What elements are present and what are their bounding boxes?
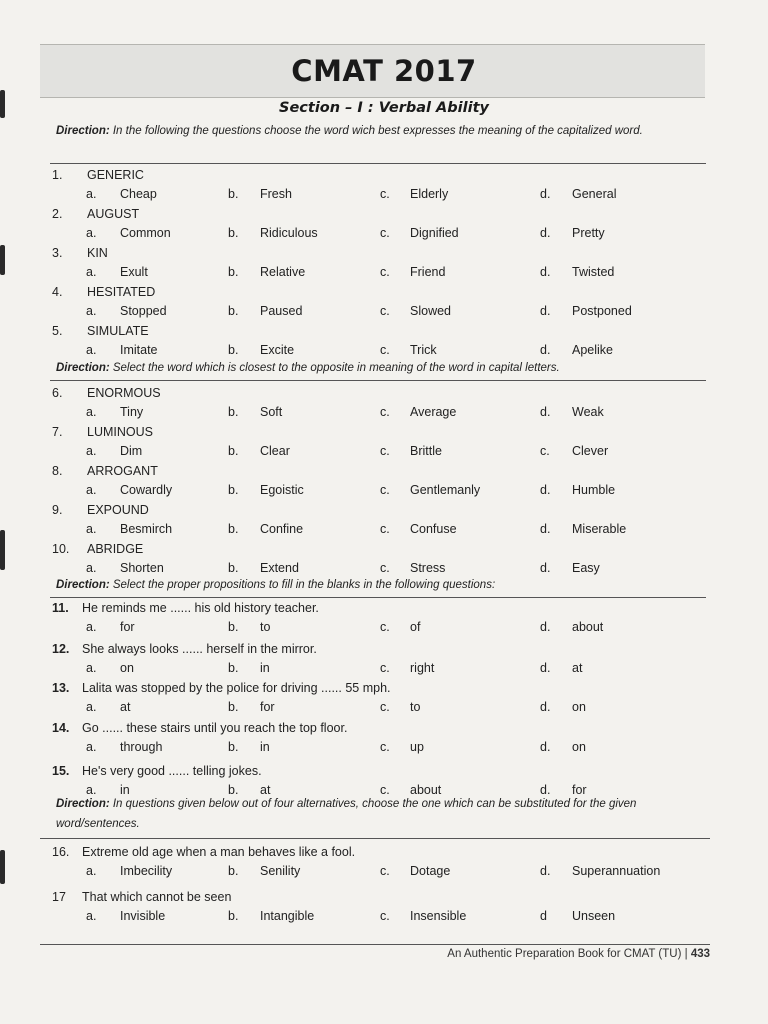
question-word: GENERIC	[87, 168, 144, 182]
option-letter: c.	[380, 265, 390, 279]
option-text: Slowed	[410, 304, 451, 318]
option-text: Confuse	[410, 522, 457, 536]
option-letter: d.	[540, 483, 551, 497]
question-number: 9.	[52, 503, 63, 517]
option-letter: b.	[228, 620, 239, 634]
scan-edge-mark	[0, 245, 5, 275]
option-text: on	[572, 700, 586, 714]
scan-edge-mark	[0, 850, 5, 884]
direction-label: Direction:	[56, 125, 110, 137]
option-text: at	[572, 661, 583, 675]
option-letter: d.	[540, 226, 551, 240]
option-text: Excite	[260, 343, 295, 357]
option-letter: c.	[380, 740, 390, 754]
option-text: Trick	[410, 343, 437, 357]
option-text: Clever	[572, 444, 609, 458]
option-letter: b.	[228, 343, 239, 357]
option-text: Postponed	[572, 304, 632, 318]
option-text: Imbecility	[120, 864, 173, 878]
option-text: at	[260, 783, 271, 797]
option-text: Shorten	[120, 561, 164, 575]
question-sentence: Lalita was stopped by the police for driving ...... 55 mph.	[82, 681, 391, 695]
direction-text	[56, 358, 706, 378]
option-text: Stress	[410, 561, 446, 575]
option-text: for	[120, 620, 135, 634]
option-text: Average	[410, 405, 457, 419]
option-text: in	[120, 783, 130, 797]
footer-text: An Authentic Preparation Book for CMAT (TU) |	[447, 948, 691, 960]
question-word: LUMINOUS	[87, 425, 153, 439]
direction-text	[56, 575, 706, 595]
question-word: ARROGANT	[87, 464, 158, 478]
option-text: Easy	[572, 561, 600, 575]
option-text: Friend	[410, 265, 446, 279]
option-letter: d.	[540, 783, 551, 797]
option-letter: b.	[228, 265, 239, 279]
option-text: up	[410, 740, 424, 754]
option-text: Relative	[260, 265, 306, 279]
option-text: Miserable	[572, 522, 627, 536]
option-text: Dotage	[410, 864, 451, 878]
option-text: Twisted	[572, 265, 615, 279]
option-letter: b.	[228, 740, 239, 754]
option-letter: a.	[86, 187, 97, 201]
option-letter: c.	[540, 444, 550, 458]
option-text: Soft	[260, 405, 283, 419]
option-letter: b.	[228, 661, 239, 675]
option-letter: a.	[86, 405, 97, 419]
option-letter: d	[540, 909, 547, 923]
option-letter: d.	[540, 187, 551, 201]
option-letter: d.	[540, 620, 551, 634]
option-letter: d.	[540, 343, 551, 357]
question-word: AUGUST	[87, 207, 140, 221]
option-letter: a.	[86, 864, 97, 878]
page-title: CMAT 2017	[291, 54, 477, 88]
option-text: Cowardly	[120, 483, 173, 497]
option-text: Extend	[260, 561, 299, 575]
option-text: Weak	[572, 405, 604, 419]
direction-label: Direction:	[56, 798, 110, 810]
option-letter: b.	[228, 909, 239, 923]
question-sentence: Go ...... these stairs until you reach the top floor.	[82, 721, 348, 735]
option-letter: a.	[86, 265, 97, 279]
question-word: HESITATED	[87, 285, 156, 299]
option-text: in	[260, 740, 270, 754]
option-letter: c.	[380, 187, 390, 201]
option-letter: d.	[540, 740, 551, 754]
option-letter: d.	[540, 522, 551, 536]
option-letter: a.	[86, 483, 97, 497]
option-letter: b.	[228, 304, 239, 318]
option-letter: a.	[86, 700, 97, 714]
section-title: Section – I : Verbal Ability	[279, 100, 489, 116]
question-number: 11.	[52, 601, 69, 615]
option-text: Fresh	[260, 187, 292, 201]
option-letter: c.	[380, 444, 390, 458]
option-text: Imitate	[120, 343, 158, 357]
option-text: Insensible	[410, 909, 467, 923]
option-text: Dignified	[410, 226, 459, 240]
option-text: Intangible	[260, 909, 315, 923]
option-letter: a.	[86, 343, 97, 357]
option-text: for	[260, 700, 275, 714]
question-number: 8.	[52, 464, 63, 478]
option-text: Paused	[260, 304, 303, 318]
option-text: about	[410, 783, 442, 797]
option-letter: a.	[86, 561, 97, 575]
option-text: on	[572, 740, 586, 754]
option-text: at	[120, 700, 131, 714]
option-text: Cheap	[120, 187, 157, 201]
page-number: 433	[690, 948, 710, 960]
option-text: Pretty	[572, 226, 605, 240]
option-letter: a.	[86, 909, 97, 923]
direction-text	[56, 121, 706, 141]
direction-label: Direction:	[56, 579, 110, 591]
question-sentence: She always looks ...... herself in the mirror.	[82, 642, 317, 656]
option-text: Apelike	[572, 343, 613, 357]
option-letter: c.	[380, 483, 390, 497]
option-letter: c.	[380, 783, 390, 797]
question-number: 6.	[52, 386, 63, 400]
question-sentence: He reminds me ...... his old history teacher.	[82, 601, 319, 615]
option-letter: c.	[380, 522, 390, 536]
option-text: Brittle	[410, 444, 442, 458]
question-number: 4.	[52, 285, 63, 299]
option-text: right	[410, 661, 435, 675]
question-number: 13.	[52, 681, 70, 695]
option-letter: d.	[540, 405, 551, 419]
option-letter: b.	[228, 700, 239, 714]
option-letter: c.	[380, 405, 390, 419]
option-letter: d.	[540, 864, 551, 878]
option-letter: b.	[228, 561, 239, 575]
option-text: of	[410, 620, 421, 634]
option-letter: b.	[228, 864, 239, 878]
option-letter: a.	[86, 783, 97, 797]
question-word: SIMULATE	[87, 324, 149, 338]
option-text: in	[260, 661, 270, 675]
option-letter: d.	[540, 700, 551, 714]
option-letter: d.	[540, 304, 551, 318]
option-text: Confine	[260, 522, 304, 536]
option-letter: b.	[228, 783, 239, 797]
option-letter: a.	[86, 444, 97, 458]
question-number: 17	[52, 890, 66, 904]
option-letter: a.	[86, 661, 97, 675]
option-letter: a.	[86, 522, 97, 536]
option-text: through	[120, 740, 163, 754]
question-word: EXPOUND	[87, 503, 149, 517]
option-text: Senility	[260, 864, 301, 878]
option-letter: c.	[380, 909, 390, 923]
divider	[50, 163, 706, 164]
question-word: ABRIDGE	[87, 542, 144, 556]
option-letter: a.	[86, 304, 97, 318]
option-letter: d.	[540, 661, 551, 675]
divider	[50, 380, 706, 381]
option-text: Ridiculous	[260, 226, 318, 240]
option-letter: a.	[86, 226, 97, 240]
question-number: 5.	[52, 324, 63, 338]
direction-text	[56, 794, 706, 834]
option-text: Egoistic	[260, 483, 304, 497]
option-letter: b.	[228, 483, 239, 497]
option-letter: b.	[228, 187, 239, 201]
option-text: Clear	[260, 444, 290, 458]
question-word: KIN	[87, 246, 108, 260]
page-footer	[0, 948, 710, 960]
question-number: 15.	[52, 764, 70, 778]
option-letter: c.	[380, 661, 390, 675]
option-letter: a.	[86, 620, 97, 634]
divider	[40, 838, 710, 839]
option-text: on	[120, 661, 134, 675]
question-number: 1.	[52, 168, 63, 182]
direction-body: Select the word which is closest to the opposite in meaning of the word in capital letters.	[109, 362, 560, 374]
option-text: to	[410, 700, 421, 714]
question-number: 10.	[52, 542, 70, 556]
option-text: General	[572, 187, 617, 201]
option-text: Elderly	[410, 187, 449, 201]
question-number: 16.	[52, 845, 70, 859]
option-letter: c.	[380, 226, 390, 240]
option-letter: a.	[86, 740, 97, 754]
option-text: Besmirch	[120, 522, 173, 536]
option-letter: c.	[380, 864, 390, 878]
question-number: 14.	[52, 721, 70, 735]
question-sentence: Extreme old age when a man behaves like a fool.	[82, 845, 356, 859]
option-letter: b.	[228, 226, 239, 240]
option-text: Dim	[120, 444, 143, 458]
question-sentence: He's very good ...... telling jokes.	[82, 764, 262, 778]
option-text: Humble	[572, 483, 616, 497]
option-letter: d.	[540, 561, 551, 575]
option-letter: c.	[380, 561, 390, 575]
direction-body: In questions given below out of four alternatives, choose the one which can be substituted for the given word/sentences.	[56, 798, 637, 830]
question-number: 3.	[52, 246, 63, 260]
option-letter: c.	[380, 343, 390, 357]
option-letter: c.	[380, 700, 390, 714]
direction-body: In the following the questions choose the word wich best expresses the meaning of the capitalized word.	[109, 125, 643, 137]
option-letter: b.	[228, 405, 239, 419]
option-text: Exult	[120, 265, 148, 279]
question-number: 12.	[52, 642, 70, 656]
option-letter: c.	[380, 304, 390, 318]
option-letter: b.	[228, 444, 239, 458]
option-letter: c.	[380, 620, 390, 634]
option-text: to	[260, 620, 271, 634]
option-text: Tiny	[120, 405, 144, 419]
direction-label: Direction:	[56, 362, 110, 374]
scan-edge-mark	[0, 530, 5, 570]
option-letter: b.	[228, 522, 239, 536]
option-text: Superannuation	[572, 864, 661, 878]
option-text: Common	[120, 226, 171, 240]
option-text: for	[572, 783, 587, 797]
option-letter: d.	[540, 265, 551, 279]
question-sentence: That which cannot be seen	[82, 890, 232, 904]
option-text: Unseen	[572, 909, 616, 923]
question-number: 7.	[52, 425, 63, 439]
footer-rule	[40, 944, 710, 945]
question-word: ENORMOUS	[87, 386, 161, 400]
option-text: Gentlemanly	[410, 483, 481, 497]
option-text: Stopped	[120, 304, 167, 318]
question-number: 2.	[52, 207, 63, 221]
direction-body: Select the proper propositions to fill in the blanks in the following questions:	[109, 579, 496, 591]
option-text: Invisible	[120, 909, 166, 923]
option-text: about	[572, 620, 604, 634]
divider	[50, 597, 706, 598]
